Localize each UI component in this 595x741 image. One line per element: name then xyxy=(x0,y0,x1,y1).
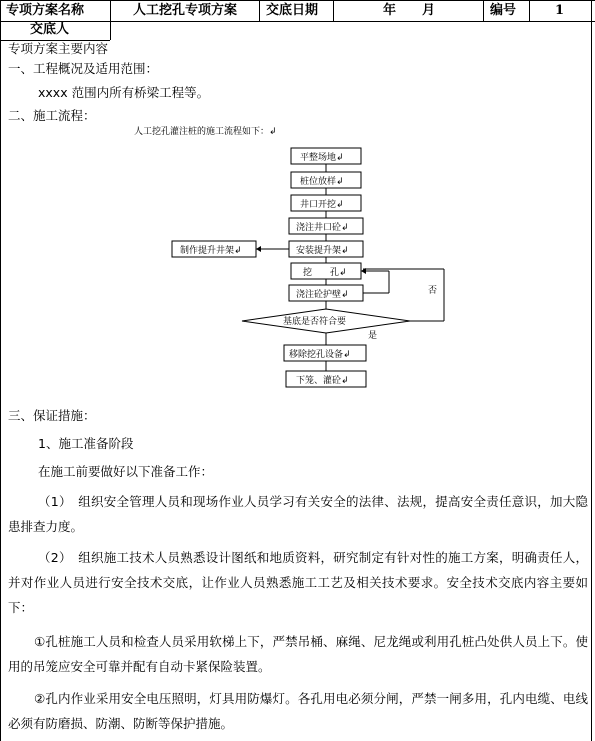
measure-paragraph-2: （2） 组织施工技术人员熟悉设计图纸和地质资料，研究制定有针对性的施工方案，明确责任人，并对作业人员进行安全技术交底，让作业人员熟悉施工工艺及相关技术要求。安全技术交底内容主要如下： xyxy=(8,550,588,615)
table-divider-3 xyxy=(333,0,334,21)
section-3-sub1: 1、施工准备阶段 xyxy=(38,436,134,451)
scheme-name-value: 人工挖孔专项方案 xyxy=(133,3,238,18)
table-divider-5 xyxy=(529,0,530,21)
flow-step-5 xyxy=(289,241,363,257)
flow-step-3 xyxy=(291,195,361,211)
flow-step-7 xyxy=(289,285,363,301)
flow-step-9 xyxy=(286,371,366,387)
table-divider-1 xyxy=(110,0,111,40)
flowchart-title: 人工挖孔灌注桩的施工流程如下：↲ xyxy=(134,127,277,137)
scheme-name-label: 专项方案名称 xyxy=(6,3,85,18)
construction-flowchart xyxy=(0,120,595,395)
flow-side-step xyxy=(172,241,256,257)
flow-decision xyxy=(242,309,410,333)
content-heading: 专项方案主要内容 xyxy=(8,41,109,56)
flow-step-2 xyxy=(291,172,361,188)
measure-paragraph-4: ②孔内作业采用安全电压照明，灯具用防爆灯。各孔用电必须分闸，严禁一闸多用，孔内电缆、电线必须有防磨损、防潮、防断等保护措施。 xyxy=(8,691,588,731)
date-value: 年 月 xyxy=(383,3,436,18)
flow-step-8-label: 移除挖孔设备↲ xyxy=(289,350,351,360)
flow-step-6-label: 挖 孔↲ xyxy=(303,268,347,278)
flow-step-3-label: 井口开挖↲ xyxy=(300,200,344,210)
measure-paragraph-1: （1） 组织安全管理人员和现场作业人员学习有关安全的法律、法规，提高安全责任意识，加大隐患排查力度。 xyxy=(8,494,588,534)
table-divider-2 xyxy=(259,0,260,21)
flow-yes-label: 是 xyxy=(368,331,378,341)
flow-step-7-label: 浇注砼护壁↲ xyxy=(296,290,349,300)
section-1-body: xxxx 范围内所有桥梁工程等。 xyxy=(38,85,210,100)
section-2-title: 二、施工流程： xyxy=(8,108,96,123)
flow-side-step-label: 制作提升井架↲ xyxy=(180,246,242,256)
number-label: 编号 xyxy=(490,3,517,18)
person-label: 交底人 xyxy=(30,22,70,37)
table-border-row1 xyxy=(0,21,595,22)
table-divider-4 xyxy=(483,0,484,21)
date-label: 交底日期 xyxy=(266,3,319,18)
measure-paragraph-3: ①孔桩施工人员和检查人员采用软梯上下，严禁吊桶、麻绳、尼龙绳或利用孔桩凸处供人员上下。使用的吊笼应安全可靠并配有自动卡紧保险装置。 xyxy=(8,634,588,674)
section-3-intro: 在施工前要做好以下准备工作： xyxy=(38,464,214,479)
flow-decision-label: 基底是否符合要 xyxy=(283,317,347,327)
flow-no-label: 否 xyxy=(428,286,438,296)
section-1-title: 一、工程概况及适用范围： xyxy=(8,61,159,76)
flow-step-4-label: 浇注井口砼↲ xyxy=(296,223,349,233)
flow-step-8 xyxy=(284,345,366,361)
section-3-title: 三、保证措施： xyxy=(8,408,96,423)
flow-step-1 xyxy=(291,148,361,164)
flow-step-6 xyxy=(291,263,361,279)
flow-step-5-label: 安装提升架↲ xyxy=(296,246,349,256)
flow-step-1-label: 平整场地↲ xyxy=(300,153,344,163)
flow-step-4 xyxy=(289,218,363,234)
number-value: 1 xyxy=(555,3,565,18)
flow-step-2-label: 桩位放样↲ xyxy=(300,177,344,187)
flow-step-9-label: 下笼、灌砼↲ xyxy=(296,376,349,386)
